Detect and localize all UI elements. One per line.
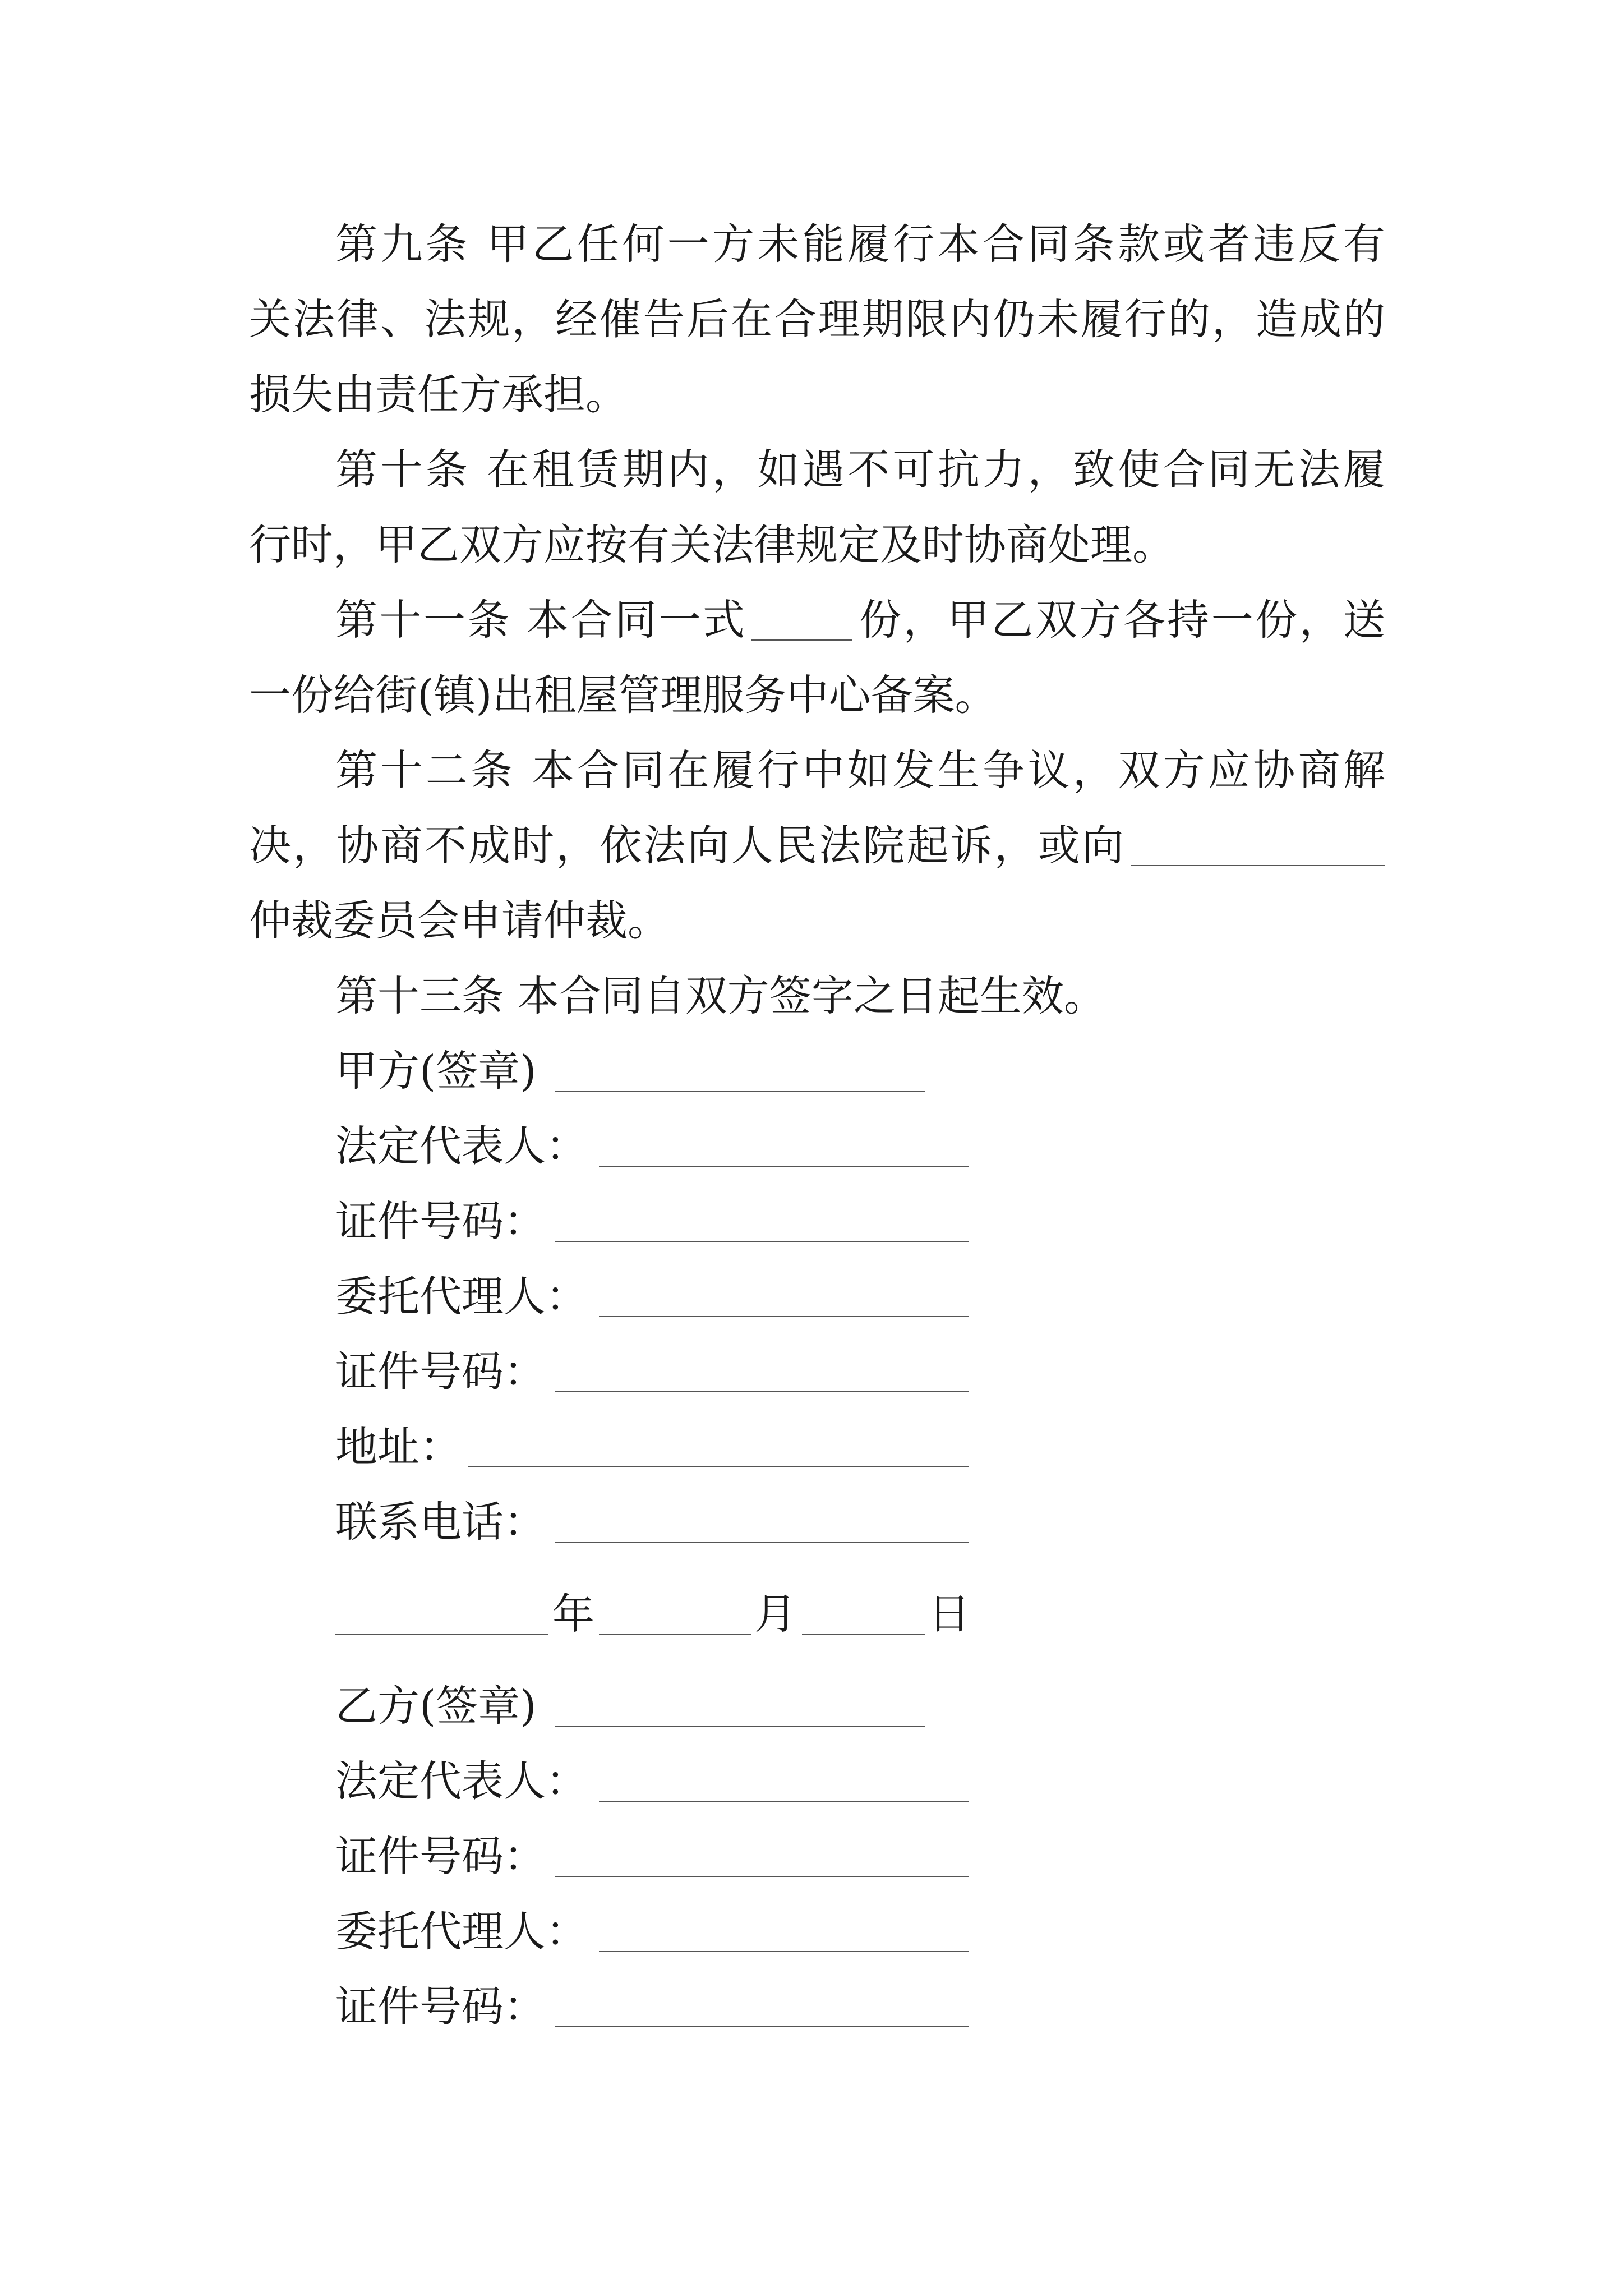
article-13-text-1: 第十三条 本合同自双方签字之日起生效。 (335, 971, 1106, 1020)
article-11-text-1a: 第十一条 本合同一式 (335, 595, 745, 645)
year-blank[interactable] (335, 1634, 548, 1635)
year-label: 年 (552, 1589, 595, 1639)
article-11-text-1b: 份，甲乙双方各持一份，送 (859, 595, 1385, 645)
party-b-agent-label: 委托代理人： (335, 1907, 588, 1956)
article-9-text-1: 第九条 甲乙任何一方未能履行本合同条款或者违反有 (335, 219, 1385, 269)
day-blank[interactable] (802, 1634, 925, 1635)
party-a-phone-blank[interactable] (555, 1542, 969, 1543)
article-13-line-1 (0, 965, 1623, 1027)
party-a-agent-id-label: 证件号码： (335, 1347, 546, 1396)
party-a-legal-rep-blank[interactable] (599, 1166, 969, 1167)
party-b-signature-label: 乙方(签章) (335, 1681, 537, 1731)
article-12-line-1 (0, 739, 1623, 801)
article-12-line-3 (0, 890, 1623, 951)
party-a-id-blank[interactable] (555, 1241, 969, 1242)
party-a-agent-blank[interactable] (599, 1316, 969, 1317)
party-b-agent-id-row (0, 1976, 1623, 2037)
party-a-id-label: 证件号码： (335, 1197, 546, 1246)
article-12-text-1: 第十二条 本合同在履行中如发生争议，双方应协商解 (335, 746, 1385, 795)
party-a-legal-rep-row (0, 1115, 1623, 1177)
article-10-line-2 (0, 514, 1623, 576)
article-12-text-2: 决，协商不成时，依法向人民法院起诉，或向 (249, 821, 1124, 870)
party-a-address-row (0, 1416, 1623, 1478)
article-10-text-2: 行时，甲乙双方应按有关法律规定及时协商处理。 (249, 520, 1175, 569)
date-row (0, 1583, 1623, 1645)
article-9-text-3: 损失由责任方承担。 (249, 370, 628, 419)
party-a-legal-rep-label: 法定代表人： (335, 1121, 588, 1171)
party-a-agent-id-blank[interactable] (555, 1391, 969, 1392)
copies-count-blank[interactable] (751, 639, 852, 641)
party-b-signature-row (0, 1675, 1623, 1737)
party-b-agent-id-blank[interactable] (555, 2026, 969, 2027)
article-9-line-3 (0, 364, 1623, 425)
party-a-agent-id-row (0, 1341, 1623, 1402)
party-a-address-label: 地址： (335, 1422, 462, 1471)
day-label: 日 (928, 1589, 971, 1639)
party-b-signature-blank[interactable] (555, 1726, 925, 1727)
article-11-text-2: 一份给街(镇)出租屋管理服务中心备案。 (249, 670, 997, 720)
article-11-line-1 (0, 589, 1623, 651)
article-10-text-1: 第十条 在租赁期内，如遇不可抗力，致使合同无法履 (335, 445, 1385, 494)
party-b-agent-id-label: 证件号码： (335, 1982, 546, 2031)
article-9-text-2: 关法律、法规，经催告后在合理期限内仍未履行的，造成的 (249, 295, 1385, 344)
party-b-agent-blank[interactable] (599, 1951, 969, 1952)
party-b-agent-row (0, 1901, 1623, 1962)
arbitration-committee-blank[interactable] (1131, 865, 1385, 866)
party-b-id-blank[interactable] (555, 1876, 969, 1877)
article-9-line-1 (0, 213, 1623, 275)
party-b-legal-rep-blank[interactable] (599, 1801, 969, 1802)
party-a-agent-row (0, 1266, 1623, 1327)
party-a-id-row (0, 1190, 1623, 1252)
party-a-phone-row (0, 1491, 1623, 1553)
article-12-text-3: 仲裁委员会申请仲裁。 (249, 896, 670, 945)
party-a-signature-blank[interactable] (555, 1091, 925, 1092)
article-9-line-2 (0, 288, 1623, 350)
party-a-address-blank[interactable] (468, 1466, 969, 1467)
party-b-id-label: 证件号码： (335, 1832, 546, 1881)
article-12-line-2 (0, 815, 1623, 876)
party-b-legal-rep-row (0, 1750, 1623, 1812)
article-10-line-1 (0, 439, 1623, 500)
month-blank[interactable] (599, 1634, 751, 1635)
party-a-agent-label: 委托代理人： (335, 1272, 588, 1321)
party-a-signature-row (0, 1040, 1623, 1102)
party-b-legal-rep-label: 法定代表人： (335, 1756, 588, 1806)
month-label: 月 (754, 1589, 797, 1639)
party-b-id-row (0, 1825, 1623, 1887)
article-11-line-2 (0, 664, 1623, 726)
party-a-signature-label: 甲方(签章) (335, 1046, 537, 1096)
party-a-phone-label: 联系电话： (335, 1497, 546, 1547)
